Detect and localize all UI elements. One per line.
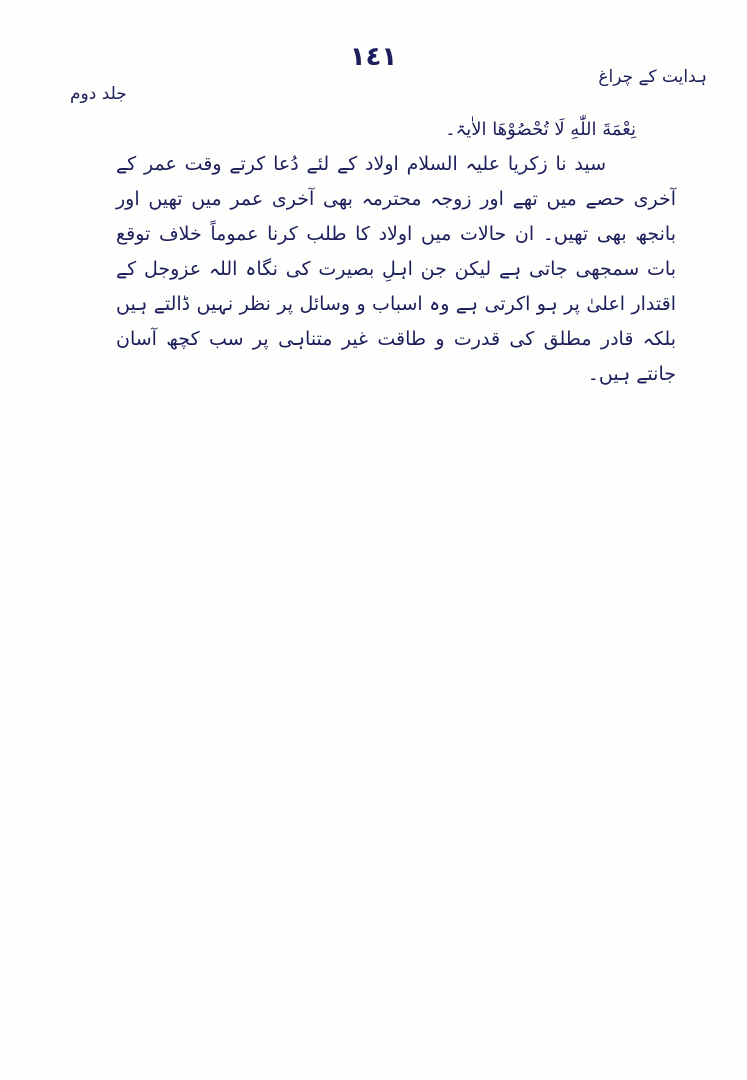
page-number: ١٤١ [349,42,398,72]
page-body [116,112,676,392]
body-paragraph: سید نا زکریا علیہ السلام اولاد کے لئے دُعا کرتے وقت عمر کے آخری حصے میں تھے اور زوجہ محترمہ بھی آخری عمر میں تھیں اور بانجھ بھی تھیں۔ ان حالات میں اولاد کا طلب کرنا عموماً خلاف توقع بات سمجھی جاتی ہے لیکن جن اہلِ بصیرت کی نگاہ اللہ عزوجل کے اقتدار اعلیٰ پر ہو اکرتی ہے وہ اسباب و وسائل پر نظر نہیں ڈالتے ہیں بلکہ قادر مطلق کی قدرت و طاقت غیر متناہی پر سب کچھ آسان جانتے ہیں۔ [116,153,676,385]
verse-fragment: نِعْمَةَ اللّٰهِ لَا تُحْصُوْهَا الاٰیۃ۔ [445,119,636,140]
book-title: ہدایت کے چراغ [598,67,707,87]
volume-label: جلد دوم [70,84,127,104]
